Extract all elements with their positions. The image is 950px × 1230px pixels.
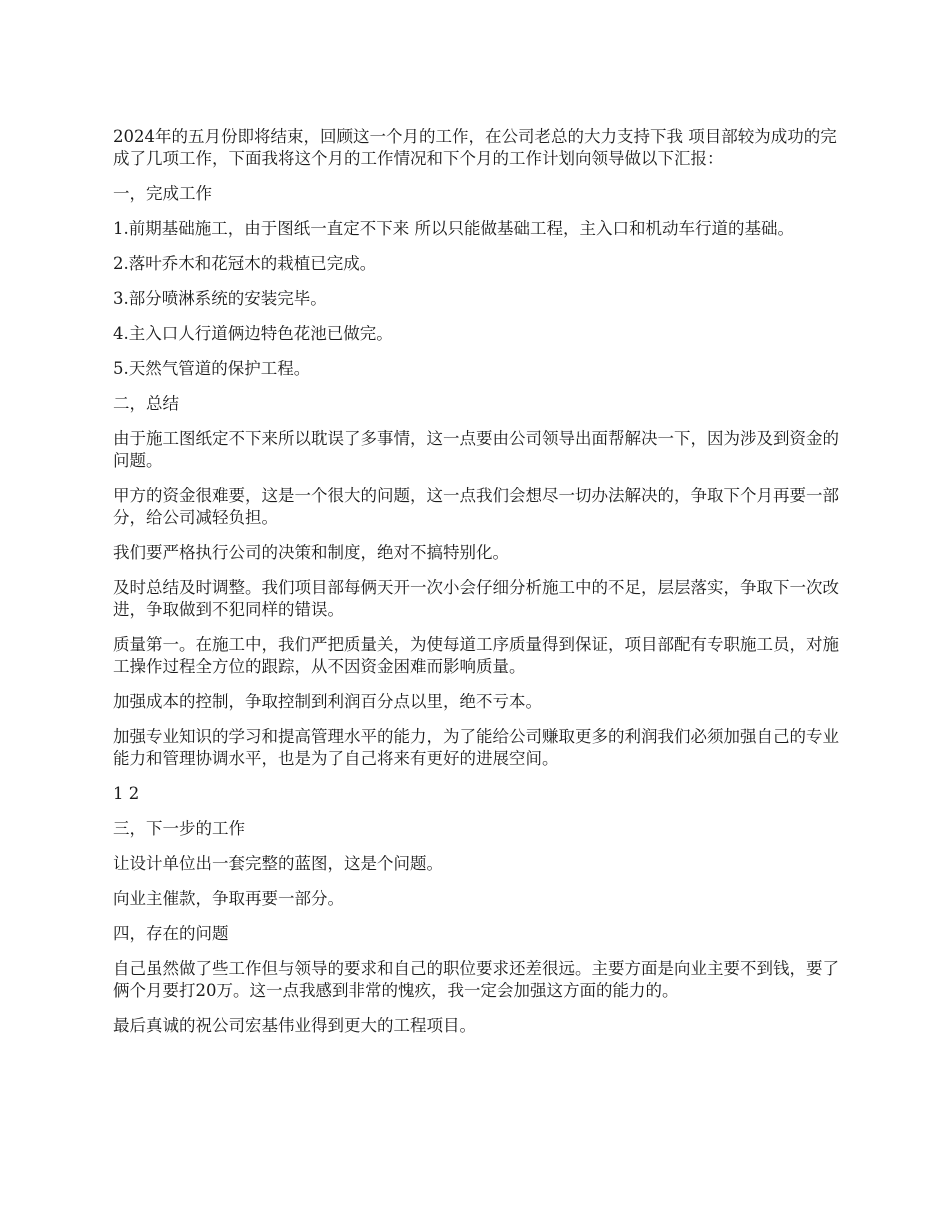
list-item: 1.前期基础施工，由于图纸一直定不下来 所以只能做基础工程，主入口和机动车行道的基础。 — [113, 219, 794, 238]
section-heading-next-steps: 三，下一步的工作 — [113, 819, 245, 838]
closing-paragraph: 最后真诚的祝公司宏基伟业得到更大的工程项目。 — [113, 1016, 476, 1035]
document-body — [113, 126, 840, 1050]
body-paragraph: 让设计单位出一套完整的蓝图，这是个问题。 — [113, 854, 443, 873]
body-paragraph: 加强成本的控制，争取控制到利润百分点以里，绝不亏本。 — [113, 692, 542, 711]
section-heading-problems: 四，存在的问题 — [113, 924, 229, 943]
body-paragraph: 加强专业知识的学习和提高管理水平的能力，为了能给公司赚取更多的利润我们必须加强自己的专业能力和管理协调水平，也是为了自己将来有更好的进展空间。 — [113, 727, 839, 768]
body-paragraph: 甲方的资金很难要，这是一个很大的问题，这一点我们会想尽一切办法解决的，争取下个月再要一部分，给公司减轻负担。 — [113, 486, 839, 527]
list-item: 3.部分喷淋系统的安装完毕。 — [113, 289, 327, 308]
body-paragraph: 我们要严格执行公司的决策和制度，绝对不搞特别化。 — [113, 543, 509, 562]
body-paragraph: 向业主催款，争取再要一部分。 — [113, 889, 344, 908]
intro-paragraph: 2024年的五月份即将结束，回顾这一个月的工作，在公司老总的大力支持下我 项目部较为成功的完成了几项工作，下面我将这个月的工作情况和下个月的工作计划向领导做以下汇报： — [113, 127, 837, 168]
body-paragraph: 及时总结及时调整。我们项目部每俩天开一次小会仔细分析施工中的不足，层层落实，争取下一次改进，争取做到不犯同样的错误。 — [113, 578, 839, 619]
body-paragraph: 由于施工图纸定不下来所以耽误了多事情，这一点要由公司领导出面帮解决一下，因为涉及到资金的问题。 — [113, 429, 839, 470]
body-paragraph: 自己虽然做了些工作但与领导的要求和自己的职位要求还差很远。主要方面是向业主要不到钱，要了俩个月要打20万。这一点我感到非常的愧疚，我一定会加强这方面的能力的。 — [113, 959, 839, 1000]
page-number-text: 1 2 — [113, 784, 140, 803]
section-heading-summary: 二，总结 — [113, 394, 179, 413]
list-item: 5.天然气管道的保护工程。 — [113, 359, 311, 378]
list-item: 2.落叶乔木和花冠木的栽植已完成。 — [113, 254, 377, 273]
body-paragraph: 质量第一。在施工中，我们严把质量关，为使每道工序质量得到保证，项目部配有专职施工员，对施工操作过程全方位的跟踪，从不因资金困难而影响质量。 — [113, 635, 839, 676]
section-heading-completed-work: 一，完成工作 — [113, 184, 212, 203]
list-item: 4.主入口人行道俩边特色花池已做完。 — [113, 324, 393, 343]
